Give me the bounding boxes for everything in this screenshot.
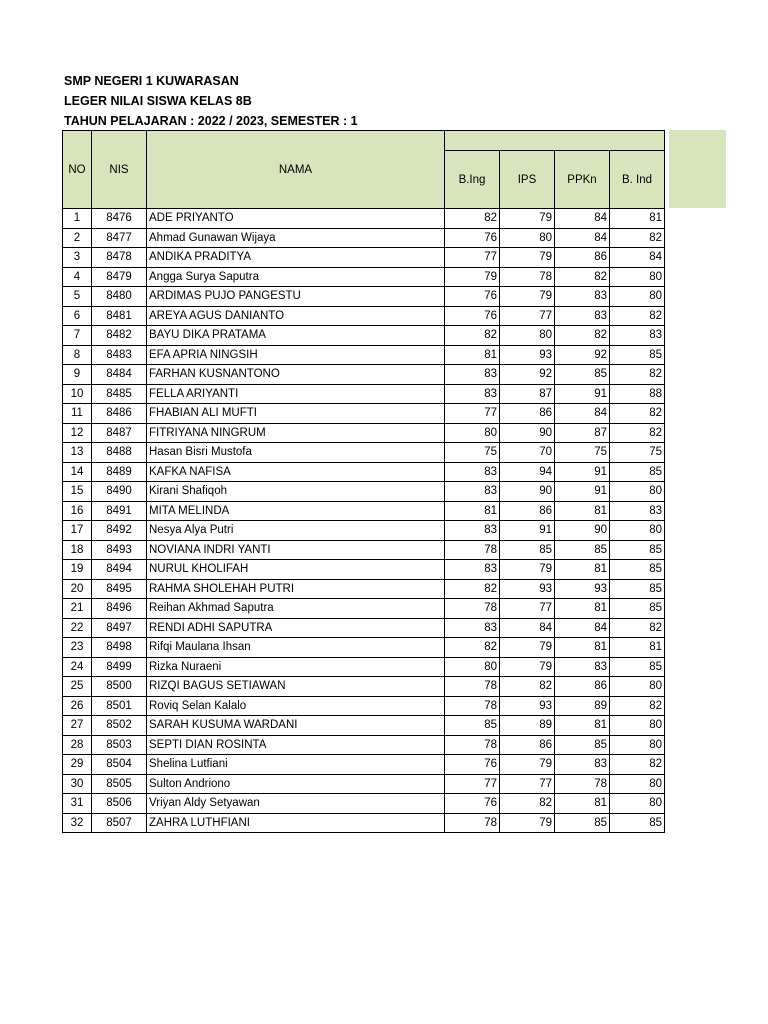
cell-nis: 8477 [92,228,147,248]
cell-bind: 85 [610,345,665,365]
cell-no: 4 [63,267,92,287]
cell-nama: EFA APRIA NINGSIH [147,345,445,365]
cell-bing: 81 [445,501,500,521]
table-row [63,618,665,638]
cell-ppkn: 84 [555,209,610,229]
table-row [63,813,665,833]
cell-no: 2 [63,228,92,248]
cell-ips: 78 [500,267,555,287]
cell-bing: 78 [445,599,500,619]
cell-no: 12 [63,423,92,443]
cell-bing: 80 [445,423,500,443]
cell-ppkn: 89 [555,696,610,716]
cell-bind: 80 [610,774,665,794]
cell-bing: 76 [445,228,500,248]
cell-ppkn: 85 [555,735,610,755]
cell-nis: 8505 [92,774,147,794]
cell-bind: 85 [610,813,665,833]
cell-ppkn: 81 [555,638,610,658]
cell-ips: 94 [500,462,555,482]
table-row [63,404,665,424]
table-row [63,716,665,736]
cell-bind: 80 [610,287,665,307]
cell-ppkn: 75 [555,443,610,463]
table-row [63,755,665,775]
cell-ips: 86 [500,735,555,755]
table-row [63,540,665,560]
cell-nis: 8494 [92,560,147,580]
cell-no: 21 [63,599,92,619]
cell-no: 7 [63,326,92,346]
table-row [63,696,665,716]
header-fill-extension [669,130,726,208]
cell-ips: 79 [500,638,555,658]
table-row [63,774,665,794]
cell-bind: 80 [610,521,665,541]
cell-ips: 86 [500,404,555,424]
cell-ppkn: 84 [555,228,610,248]
cell-ppkn: 81 [555,501,610,521]
cell-bind: 81 [610,638,665,658]
cell-nama: SARAH KUSUMA WARDANI [147,716,445,736]
cell-nis: 8495 [92,579,147,599]
cell-no: 5 [63,287,92,307]
cell-ppkn: 90 [555,521,610,541]
cell-bind: 85 [610,462,665,482]
cell-nis: 8476 [92,209,147,229]
cell-bind: 82 [610,618,665,638]
cell-ips: 87 [500,384,555,404]
cell-no: 25 [63,677,92,697]
table-row [63,735,665,755]
header-nis: NIS [92,131,147,209]
cell-nis: 8492 [92,521,147,541]
cell-no: 6 [63,306,92,326]
cell-ips: 91 [500,521,555,541]
cell-ppkn: 85 [555,813,610,833]
cell-ips: 90 [500,482,555,502]
cell-no: 17 [63,521,92,541]
table-row [63,306,665,326]
cell-bing: 77 [445,404,500,424]
cell-nama: BAYU DIKA PRATAMA [147,326,445,346]
cell-ppkn: 82 [555,326,610,346]
cell-bing: 76 [445,794,500,814]
cell-ips: 93 [500,579,555,599]
cell-no: 18 [63,540,92,560]
cell-ppkn: 85 [555,365,610,385]
table-row [63,384,665,404]
cell-bind: 80 [610,267,665,287]
cell-nama: Vriyan Aldy Setyawan [147,794,445,814]
cell-no: 13 [63,443,92,463]
cell-nama: Roviq Selan Kalalo [147,696,445,716]
academic-period: TAHUN PELAJARAN : 2022 / 2023, SEMESTER : 1 [64,114,358,128]
cell-nama: ZAHRA LUTHFIANI [147,813,445,833]
document-header [64,71,358,131]
cell-nis: 8498 [92,638,147,658]
cell-bing: 78 [445,696,500,716]
cell-nis: 8480 [92,287,147,307]
table-row [63,326,665,346]
cell-ppkn: 85 [555,540,610,560]
cell-nama: ANDIKA PRADITYA [147,248,445,268]
table-row [63,462,665,482]
cell-ips: 92 [500,365,555,385]
cell-ips: 80 [500,228,555,248]
cell-bind: 80 [610,794,665,814]
cell-ips: 79 [500,755,555,775]
cell-nama: NURUL KHOLIFAH [147,560,445,580]
cell-bind: 80 [610,482,665,502]
cell-ips: 89 [500,716,555,736]
cell-no: 1 [63,209,92,229]
cell-bing: 76 [445,755,500,775]
cell-bind: 88 [610,384,665,404]
cell-bing: 82 [445,579,500,599]
cell-bing: 82 [445,209,500,229]
cell-nis: 8490 [92,482,147,502]
cell-nama: ADE PRIYANTO [147,209,445,229]
cell-nama: Sulton Andriono [147,774,445,794]
table-row [63,443,665,463]
table-row [63,248,665,268]
cell-bing: 83 [445,462,500,482]
cell-bind: 82 [610,306,665,326]
cell-bind: 84 [610,248,665,268]
cell-bind: 75 [610,443,665,463]
cell-bing: 83 [445,482,500,502]
cell-ips: 80 [500,326,555,346]
header-subject-group [445,131,665,151]
cell-no: 10 [63,384,92,404]
cell-nama: RAHMA SHOLEHAH PUTRI [147,579,445,599]
cell-no: 15 [63,482,92,502]
cell-ppkn: 87 [555,423,610,443]
cell-bind: 82 [610,228,665,248]
table-row [63,267,665,287]
cell-bing: 78 [445,677,500,697]
cell-ppkn: 92 [555,345,610,365]
cell-nis: 8501 [92,696,147,716]
cell-no: 23 [63,638,92,658]
cell-nama: Shelina Lutfiani [147,755,445,775]
cell-no: 9 [63,365,92,385]
cell-bing: 83 [445,365,500,385]
cell-no: 24 [63,657,92,677]
cell-ips: 77 [500,599,555,619]
cell-no: 30 [63,774,92,794]
cell-bing: 83 [445,384,500,404]
cell-bind: 85 [610,540,665,560]
cell-bing: 76 [445,306,500,326]
cell-ppkn: 83 [555,657,610,677]
cell-ips: 90 [500,423,555,443]
cell-no: 32 [63,813,92,833]
cell-ips: 79 [500,209,555,229]
cell-bing: 82 [445,638,500,658]
cell-nama: Angga Surya Saputra [147,267,445,287]
cell-nama: Rifqi Maulana Ihsan [147,638,445,658]
cell-no: 8 [63,345,92,365]
cell-bind: 80 [610,735,665,755]
cell-nis: 8487 [92,423,147,443]
cell-nama: Rizka Nuraeni [147,657,445,677]
cell-nis: 8507 [92,813,147,833]
cell-bing: 83 [445,618,500,638]
cell-no: 16 [63,501,92,521]
cell-nis: 8496 [92,599,147,619]
cell-ppkn: 81 [555,716,610,736]
table-row [63,794,665,814]
table-row [63,677,665,697]
cell-nis: 8478 [92,248,147,268]
cell-nis: 8482 [92,326,147,346]
cell-nama: Ahmad Gunawan Wijaya [147,228,445,248]
cell-bing: 78 [445,735,500,755]
table-row [63,521,665,541]
cell-nis: 8500 [92,677,147,697]
cell-bing: 82 [445,326,500,346]
cell-bind: 85 [610,560,665,580]
cell-bind: 81 [610,209,665,229]
cell-no: 27 [63,716,92,736]
cell-no: 3 [63,248,92,268]
cell-ppkn: 81 [555,599,610,619]
cell-nis: 8497 [92,618,147,638]
cell-bind: 80 [610,677,665,697]
header-ips: IPS [500,151,555,209]
cell-ips: 77 [500,306,555,326]
cell-bing: 78 [445,813,500,833]
header-bing: B.Ing [445,151,500,209]
table-row [63,365,665,385]
cell-ips: 79 [500,813,555,833]
table-row [63,482,665,502]
cell-nama: MITA MELINDA [147,501,445,521]
cell-bind: 83 [610,326,665,346]
cell-ips: 84 [500,618,555,638]
cell-bind: 85 [610,657,665,677]
cell-ips: 85 [500,540,555,560]
cell-nama: FELLA ARIYANTI [147,384,445,404]
table-row [63,501,665,521]
cell-ppkn: 78 [555,774,610,794]
cell-bind: 85 [610,579,665,599]
document-title: LEGER NILAI SISWA KELAS 8B [64,94,252,108]
cell-nis: 8499 [92,657,147,677]
cell-ppkn: 91 [555,482,610,502]
cell-ips: 93 [500,696,555,716]
cell-ppkn: 93 [555,579,610,599]
cell-nis: 8488 [92,443,147,463]
cell-no: 29 [63,755,92,775]
cell-nis: 8484 [92,365,147,385]
cell-ips: 86 [500,501,555,521]
cell-nis: 8493 [92,540,147,560]
cell-ppkn: 91 [555,384,610,404]
cell-bind: 83 [610,501,665,521]
cell-no: 31 [63,794,92,814]
cell-bing: 76 [445,287,500,307]
cell-ips: 70 [500,443,555,463]
cell-ppkn: 86 [555,248,610,268]
cell-nama: ARDIMAS PUJO PANGESTU [147,287,445,307]
cell-nama: NOVIANA INDRI YANTI [147,540,445,560]
cell-nis: 8483 [92,345,147,365]
table-row [63,345,665,365]
cell-nama: FHABIAN ALI MUFTI [147,404,445,424]
cell-ips: 82 [500,794,555,814]
cell-ppkn: 83 [555,287,610,307]
cell-ips: 79 [500,560,555,580]
cell-ppkn: 84 [555,618,610,638]
cell-ppkn: 81 [555,794,610,814]
cell-ips: 79 [500,248,555,268]
cell-ips: 93 [500,345,555,365]
cell-no: 26 [63,696,92,716]
cell-nama: SEPTI DIAN ROSINTA [147,735,445,755]
cell-ips: 77 [500,774,555,794]
cell-no: 22 [63,618,92,638]
cell-ppkn: 91 [555,462,610,482]
header-no: NO [63,131,92,209]
cell-nis: 8502 [92,716,147,736]
table-row [63,560,665,580]
cell-bing: 83 [445,560,500,580]
cell-bind: 85 [610,599,665,619]
cell-ppkn: 84 [555,404,610,424]
cell-nama: KAFKA NAFISA [147,462,445,482]
cell-nis: 8485 [92,384,147,404]
cell-nis: 8481 [92,306,147,326]
school-name: SMP NEGERI 1 KUWARASAN [64,74,239,88]
cell-nama: Hasan Bisri Mustofa [147,443,445,463]
cell-nis: 8506 [92,794,147,814]
cell-no: 28 [63,735,92,755]
cell-ips: 82 [500,677,555,697]
cell-bing: 77 [445,248,500,268]
cell-bing: 85 [445,716,500,736]
table-row [63,599,665,619]
cell-ppkn: 83 [555,306,610,326]
table-row [63,657,665,677]
cell-nis: 8486 [92,404,147,424]
cell-bing: 78 [445,540,500,560]
cell-nis: 8503 [92,735,147,755]
cell-ips: 79 [500,657,555,677]
header-ppkn: PPKn [555,151,610,209]
cell-bing: 80 [445,657,500,677]
cell-ppkn: 83 [555,755,610,775]
cell-no: 11 [63,404,92,424]
cell-ppkn: 82 [555,267,610,287]
cell-bind: 82 [610,755,665,775]
table-row [63,638,665,658]
cell-ips: 79 [500,287,555,307]
cell-nama: Reihan Akhmad Saputra [147,599,445,619]
header-nama: NAMA [147,131,445,209]
header-bind: B. Ind [610,151,665,209]
cell-bind: 82 [610,696,665,716]
cell-bing: 75 [445,443,500,463]
cell-nama: RIZQI BAGUS SETIAWAN [147,677,445,697]
cell-no: 20 [63,579,92,599]
cell-bind: 82 [610,404,665,424]
cell-bind: 82 [610,365,665,385]
table-row [63,423,665,443]
cell-ppkn: 86 [555,677,610,697]
cell-bing: 79 [445,267,500,287]
cell-nama: AREYA AGUS DANIANTO [147,306,445,326]
cell-bind: 82 [610,423,665,443]
cell-nis: 8489 [92,462,147,482]
cell-nama: RENDI ADHI SAPUTRA [147,618,445,638]
cell-nis: 8479 [92,267,147,287]
cell-nis: 8491 [92,501,147,521]
cell-no: 19 [63,560,92,580]
grades-table [62,130,665,833]
table-row [63,287,665,307]
cell-nama: FITRIYANA NINGRUM [147,423,445,443]
cell-nama: FARHAN KUSNANTONO [147,365,445,385]
cell-nis: 8504 [92,755,147,775]
cell-ppkn: 81 [555,560,610,580]
table-row [63,228,665,248]
table-row [63,209,665,229]
cell-bing: 83 [445,521,500,541]
cell-bind: 80 [610,716,665,736]
cell-nama: Nesya Alya Putri [147,521,445,541]
table-row [63,579,665,599]
cell-nama: Kirani Shafiqoh [147,482,445,502]
cell-bing: 77 [445,774,500,794]
cell-bing: 81 [445,345,500,365]
cell-no: 14 [63,462,92,482]
